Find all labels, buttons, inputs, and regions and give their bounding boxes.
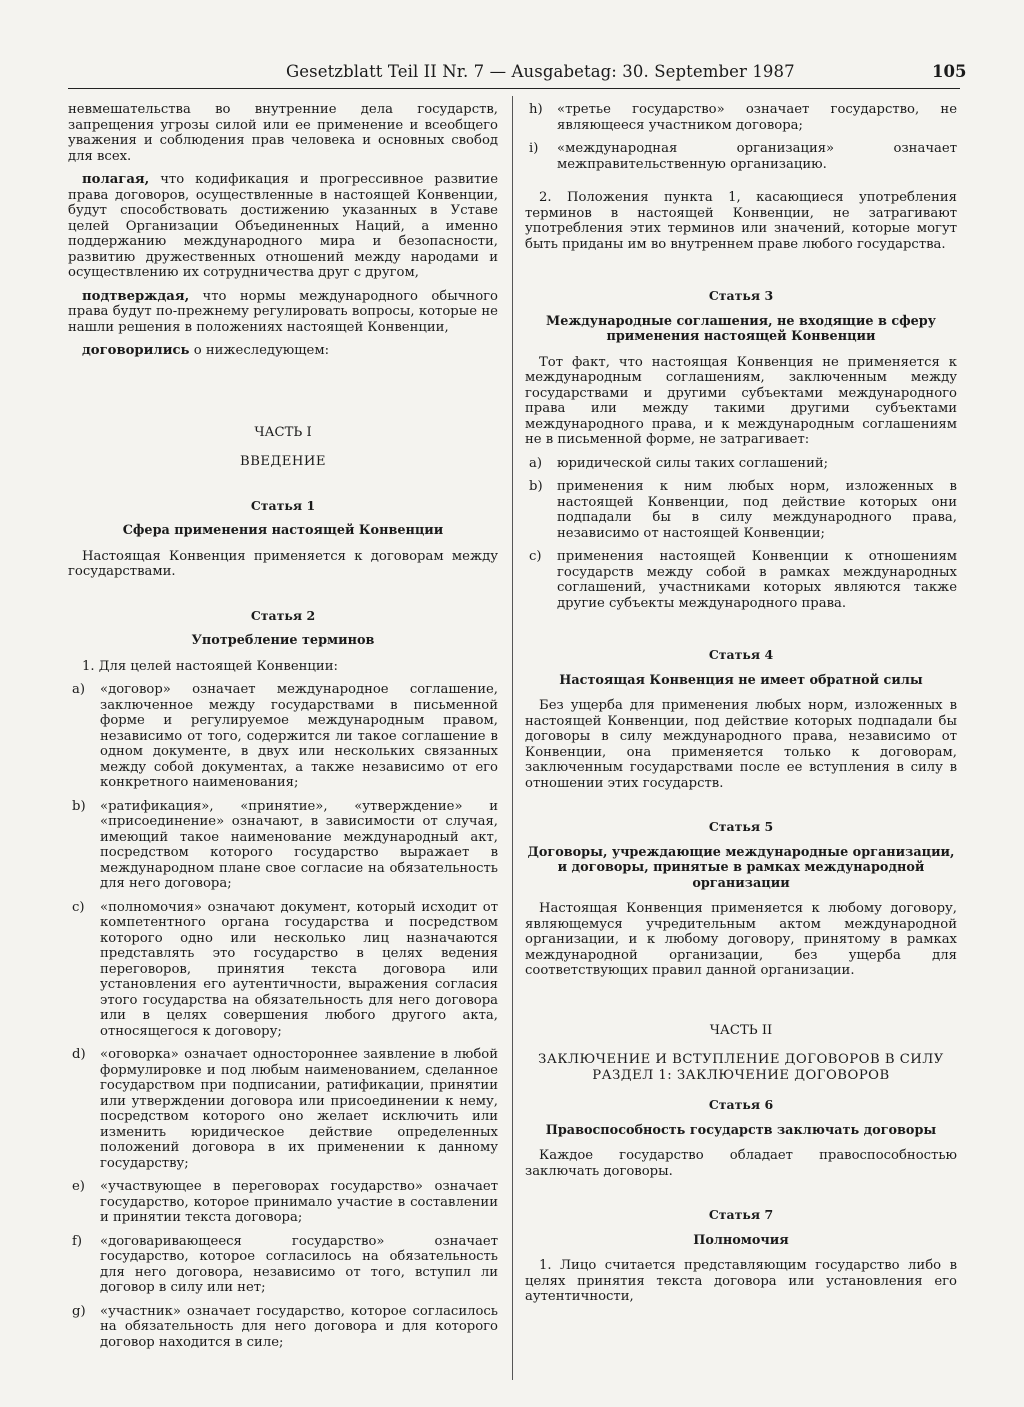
article-title: Употребление терминов	[191, 633, 375, 648]
article-text: Каждое государство обладает правоспособностью заключать договоры.	[525, 1148, 957, 1179]
definition-item	[68, 682, 498, 791]
item-text: «международная организация» означает межправительственную организацию.	[557, 141, 957, 172]
preamble-dogovorilis	[68, 343, 498, 359]
keyword: подтверждая,	[82, 288, 190, 304]
item-text: «третье государство» означает государство, не являющееся участником договора;	[557, 102, 957, 133]
article-paragraph: 2. Положения пункта 1, касающиеся употребления терминов в настоящей Конвенции, не затрагивают употребления этих терминов или значений, которые могут быть приданы им во внутреннем праве любого государства.	[525, 190, 957, 252]
definition-item	[68, 799, 498, 892]
item-text: применения к ним любых норм, изложенных в настоящей Конвенции, под действие которых они подпадали бы в силу международного права, независимо от настоящей Конвенции;	[557, 479, 957, 541]
page-header	[210, 62, 967, 84]
item-label: b)	[72, 798, 86, 814]
article-number: Статья 7	[708, 1207, 774, 1222]
item-label: h)	[529, 102, 543, 117]
definition-item	[68, 1047, 498, 1171]
item-text: «участник» означает государство, которое согласилось на обязательность для него договора и для которого договор находится в силе;	[100, 1303, 498, 1350]
item-label: c)	[72, 899, 85, 915]
item-text: юридической силы таких соглашений;	[557, 455, 829, 471]
keyword: полагая,	[82, 172, 150, 187]
column-divider	[512, 96, 513, 1380]
part-heading: ЧАСТЬ I	[254, 424, 312, 440]
item-label: d)	[72, 1047, 86, 1062]
definition-item	[68, 900, 498, 1040]
item-label: a)	[72, 682, 86, 697]
item-text: «участвующее в переговорах государство» означает государство, которое принимало участие в составлении и принятии текста договора;	[100, 1179, 498, 1225]
definition-item	[68, 1304, 498, 1351]
paragraph-text: о нижеследующем:	[193, 343, 330, 358]
list-item	[525, 479, 957, 541]
item-label: e)	[72, 1179, 85, 1194]
definition-item	[525, 141, 957, 172]
preamble-podtverzhdaya	[68, 289, 498, 336]
article-paragraph: 1. Для целей настоящей Конвенции:	[82, 658, 338, 674]
item-label: g)	[72, 1303, 86, 1319]
part-title: ЗАКЛЮЧЕНИЕ И ВСТУПЛЕНИЕ ДОГОВОРОВ В СИЛУ	[538, 1052, 944, 1067]
list-item	[525, 456, 957, 472]
article-number: Статья 6	[708, 1097, 774, 1112]
item-text: «оговорка» означает одностороннее заявление в любой формулировке и под любым наименованием, сделанное государством при подписании, ратификации, принятии или утверждении договора или присоединении к нему, посредством которого оно желает исключить или изменить юридическое действие определенных положений договора в их применении к данному государству;	[100, 1047, 498, 1171]
article-number: Статья 3	[708, 288, 774, 303]
preamble-polagaya	[68, 172, 498, 281]
page-number: 105	[932, 62, 967, 81]
article-text: Без ущерба для применения любых норм, изложенных в настоящей Конвенции, под действие которых подпадали бы договоры в силу международного права, независимо от Конвенции, она применяется только к договорам, заключенным государствами после ее вступления в силу в отношении этих государств.	[525, 698, 957, 791]
item-label: c)	[529, 549, 542, 564]
item-text: «ратификация», «принятие», «утверждение» и «присоединение» означают, в зависимости от случая, имеющий такое наименование международный акт, посредством которого государство выражает в международном плане свое согласие на обязательность для него договора;	[100, 798, 498, 891]
definition-item	[68, 1179, 498, 1226]
article-text: Настоящая Конвенция применяется к договорам между государствами.	[68, 548, 498, 579]
paragraph-text: что кодификация и прогрессивное развитие права договоров, осуществленные в настоящей Конвенции, будут способствовать достижению указанных в Уставе целей Организации Объединенных Наций, а именно поддержанию международного мира и безопасности, развитию дружественных отношений между народами и осуществлению их сотрудничества друг с другом,	[68, 172, 498, 280]
article-text: 1. Лицо считается представляющим государство либо в целях принятия текста договора или установления его аутентичности,	[525, 1258, 957, 1304]
article-title: и договоры, принятые в рамках международной организации	[557, 860, 925, 891]
article-title: Международные соглашения, не входящие в сферу	[546, 313, 936, 329]
definition-item	[525, 102, 957, 133]
article-number: Статья 1	[250, 497, 316, 513]
part-title: ВВЕДЕНИЕ	[240, 454, 326, 469]
item-text: применения настоящей Конвенции к отношениям государств между собой в рамках международных соглашений, участниками которых являются также другие субъекты международного права.	[557, 549, 957, 611]
preamble-continuation: невмешательства во внутренние дела государств, запрещения угрозы силой или ее применение и всеобщего уважения и соблюдения прав человека и основных свобод для всех.	[68, 102, 498, 164]
part-heading: ЧАСТЬ II	[709, 1022, 773, 1038]
item-label: i)	[529, 141, 539, 156]
header-rule	[68, 88, 960, 89]
right-column	[525, 102, 957, 1313]
article-title: Договоры, учреждающие международные организации,	[527, 844, 955, 860]
article-title: Полномочия	[693, 1232, 789, 1248]
item-label: f)	[72, 1233, 83, 1249]
article-number: Статья 2	[250, 607, 316, 623]
article-number: Статья 5	[708, 819, 774, 834]
item-text: «полномочия» означают документ, который исходит от компетентного органа государства и посредством которого одно или несколько лиц назначаются представлять это государство в целях ведения переговоров, принятия текста договора или установления его аутентичности, выражения согласия этого государства на обязательность для него договора или в целях совершения любого другого акта, относящегося к договору;	[100, 899, 498, 1039]
article-title: Правоспособность государств заключать договоры	[545, 1122, 937, 1138]
article-title: применения настоящей Конвенции	[606, 329, 876, 344]
article-title: Сфера применения настоящей Конвенции	[122, 523, 444, 538]
left-column	[68, 102, 498, 1358]
article-text: Настоящая Конвенция применяется к любому договору, являющемуся учредительным актом международной организации, и к любому договору, принятому в рамках международной организации, без ущерба для соответствующих правил данной организации.	[525, 901, 957, 978]
item-label: b)	[529, 479, 543, 494]
list-item	[525, 549, 957, 611]
item-text: «договор» означает международное соглашение, заключенное между государствами в письменной форме и регулируемое международным правом, независимо от того, содержится ли такое соглашение в одном документе, в двух или нескольких связанных между собой документах, а также независимо от его конкретного наименования;	[100, 682, 498, 790]
definition-item	[68, 1234, 498, 1296]
gazette-title: Gesetzblatt Teil II Nr. 7 — Ausgabetag: 30. September 1987	[286, 62, 795, 81]
paragraph-text: что нормы международного обычного права будут по-прежнему регулировать вопросы, которые не нашли решения в положениях настоящей Конвенции,	[68, 288, 498, 335]
article-number: Статья 4	[708, 647, 774, 662]
item-label: a)	[529, 455, 543, 471]
article-title: Настоящая Конвенция не имеет обратной силы	[559, 672, 923, 688]
item-text: «договаривающееся государство» означает государство, которое согласилось на обязательность для него договора, независимо от того, вступил ли договор в силу или нет;	[100, 1233, 498, 1295]
section-title: РАЗДЕЛ 1: ЗАКЛЮЧЕНИЕ ДОГОВОРОВ	[592, 1067, 890, 1083]
article-text: Тот факт, что настоящая Конвенция не применяется к международным соглашениям, заключенным между государствами и другими субъектами международного права или между такими другими субъектами международного права, и к международным соглашениям не в письменной форме, не затрагивает:	[525, 354, 957, 447]
keyword: договорились	[82, 343, 190, 358]
